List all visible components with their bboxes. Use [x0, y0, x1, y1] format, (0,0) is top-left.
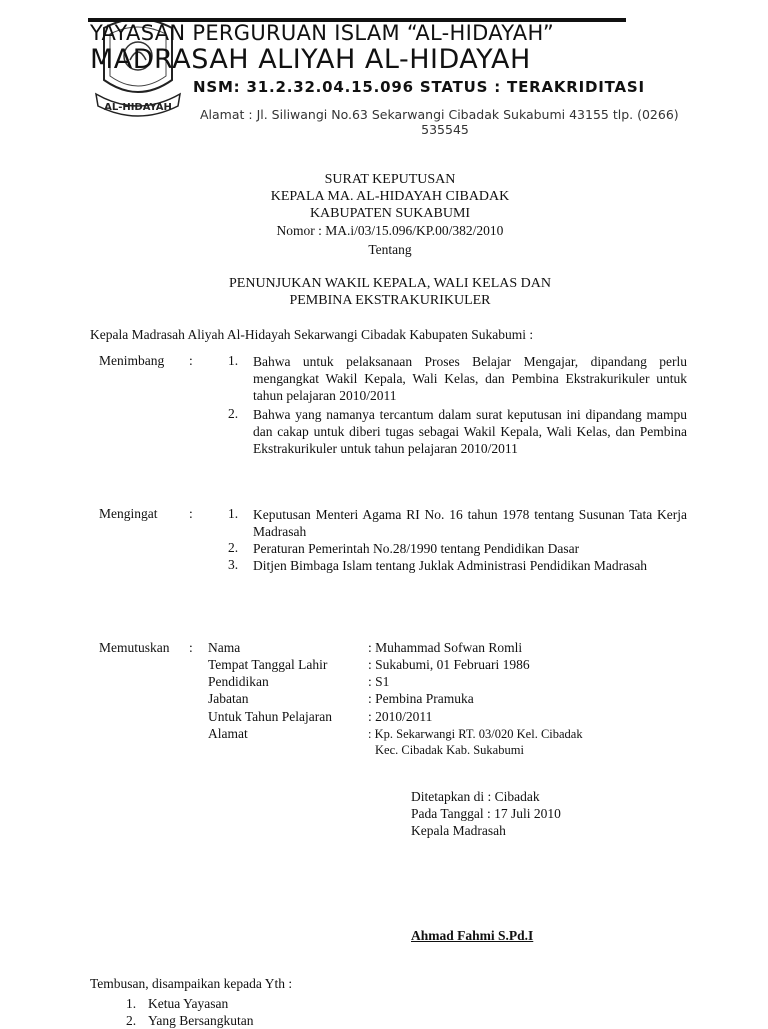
- field-value-ttl: : Sukabumi, 01 Februari 1986: [368, 657, 530, 672]
- doc-number: Nomor : MA.i/03/15.096/KP.00/382/2010: [276, 223, 504, 238]
- doc-title-region: KABUPATEN SUKABUMI: [309, 206, 471, 221]
- address-line-1: Alamat : Jl. Siliwangi No.63 Sekarwangi Cibadak Sukabumi 43155 tlp. (0266): [200, 107, 679, 122]
- mengingat-item-3: Ditjen Bimbaga Islam tentang Juklak Administrasi Pendidikan Madrasah: [253, 558, 648, 573]
- copies-num-1: 1.: [126, 996, 137, 1011]
- mengingat-item-1: Keputusan Menteri Agama RI No. 16 tahun 1978 tentang Susunan Tata Kerja Madrasah: [253, 507, 687, 539]
- doc-about: Tentang: [368, 242, 412, 257]
- mengingat-item-2: Peraturan Pemerintah No.28/1990 tentang Pendidikan Dasar: [253, 541, 580, 556]
- menimbang-item-1: Bahwa untuk pelaksanaan Proses Belajar Mengajar, dipandang perlu mengangkat Wakil Kepala, Wali Kelas, dan Pembina Ekstrakurikuler untuk tahun pelajaran 2010/2011: [253, 354, 687, 403]
- menimbang-label: Menimbang: [99, 353, 165, 368]
- address-line-2: 535545: [421, 122, 469, 137]
- field-value-alamat-2: Kec. Cibadak Kab. Sukabumi: [375, 743, 524, 757]
- field-value-tahun: : 2010/2011: [368, 709, 433, 724]
- menimbang-num-2: 2.: [228, 406, 239, 421]
- field-label-nama: Nama: [208, 640, 241, 655]
- menimbang-colon: :: [189, 353, 193, 368]
- field-value-pendidikan: : S1: [368, 674, 390, 689]
- opening-statement: Kepala Madrasah Aliyah Al-Hidayah Sekarwangi Cibadak Kabupaten Sukabumi :: [90, 327, 534, 342]
- sign-date: Pada Tanggal : 17 Juli 2010: [411, 806, 561, 821]
- doc-subject-2: PEMBINA EKSTRAKURIKULER: [289, 293, 491, 308]
- doc-title-issuer: KEPALA MA. AL-HIDAYAH CIBADAK: [270, 189, 510, 204]
- mengingat-label: Mengingat: [99, 506, 158, 521]
- field-label-jabatan: Jabatan: [208, 691, 249, 706]
- field-value-nama: : Muhammad Sofwan Romli: [368, 640, 523, 655]
- mengingat-num-3: 3.: [228, 557, 239, 572]
- menimbang-item-2: Bahwa yang namanya tercantum dalam surat keputusan ini dipandang mampu dan cakap untuk diberi tugas sebagai Wakil Kepala, Wali Kelas, dan Pembina Ekstrakurikuler untuk tahun pelajaran 2010/2011: [253, 407, 687, 456]
- field-label-alamat: Alamat: [208, 726, 248, 741]
- nsm-status: NSM: 31.2.32.04.15.096 STATUS : TERAKRIDITASI: [193, 78, 645, 96]
- copies-title: Tembusan, disampaikan kepada Yth :: [90, 976, 293, 991]
- school-address: [200, 107, 690, 137]
- doc-subject-1: PENUNJUKAN WAKIL KEPALA, WALI KELAS DAN: [229, 276, 551, 291]
- sign-role: Kepala Madrasah: [411, 823, 506, 838]
- doc-title: SURAT KEPUTUSAN: [324, 172, 456, 187]
- copies-item-2: Yang Bersangkutan: [148, 1013, 254, 1028]
- logo-banner-text: AL-HIDAYAH: [104, 102, 172, 113]
- menimbang-num-1: 1.: [228, 353, 239, 368]
- foundation-name: YAYASAN PERGURUAN ISLAM “AL-HIDAYAH”: [90, 21, 555, 45]
- field-label-ttl: Tempat Tanggal Lahir: [208, 657, 328, 672]
- mengingat-num-2: 2.: [228, 540, 239, 555]
- field-value-jabatan: : Pembina Pramuka: [368, 691, 474, 706]
- field-value-alamat: : Kp. Sekarwangi RT. 03/020 Kel. Cibadak: [368, 727, 583, 741]
- school-name: MADRASAH ALIYAH AL-HIDAYAH: [90, 44, 531, 75]
- copies-num-2: 2.: [126, 1013, 137, 1028]
- mengingat-num-1: 1.: [228, 506, 239, 521]
- memutuskan-colon: :: [189, 640, 193, 655]
- field-label-pendidikan: Pendidikan: [208, 674, 269, 689]
- sign-place: Ditetapkan di : Cibadak: [411, 789, 540, 804]
- memutuskan-label: Memutuskan: [99, 640, 170, 655]
- signatory-name: Ahmad Fahmi S.Pd.I: [411, 928, 534, 943]
- mengingat-colon: :: [189, 506, 193, 521]
- field-label-tahun: Untuk Tahun Pelajaran: [208, 709, 333, 724]
- copies-item-1: Ketua Yayasan: [148, 996, 229, 1011]
